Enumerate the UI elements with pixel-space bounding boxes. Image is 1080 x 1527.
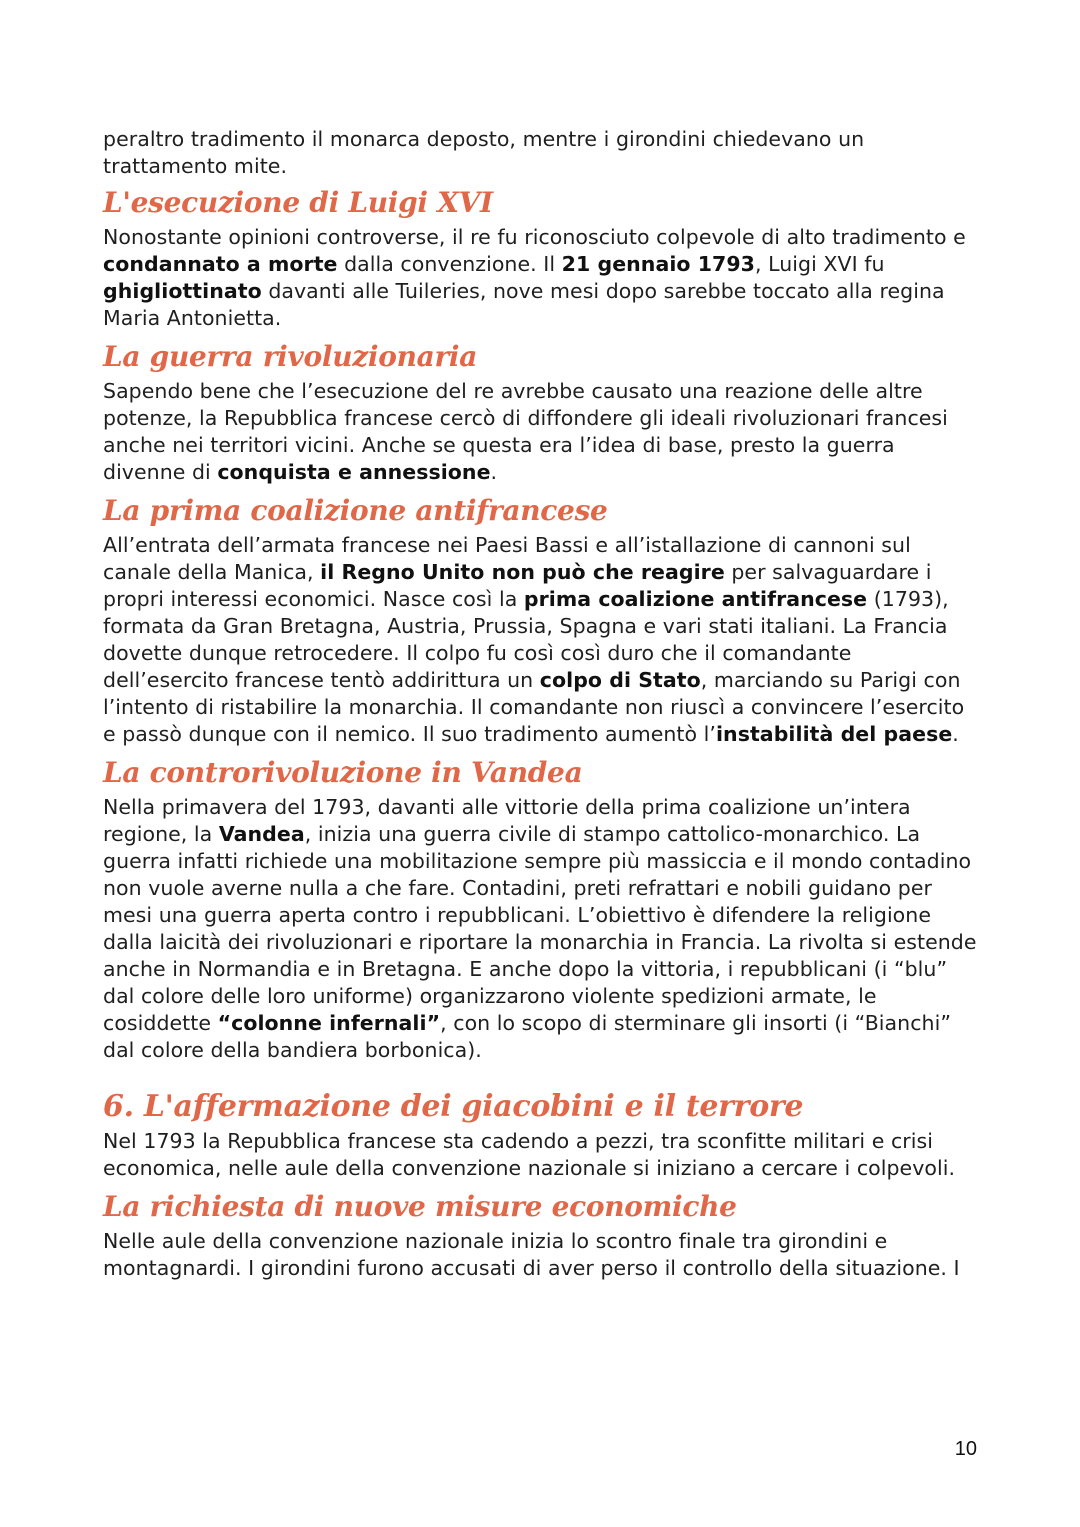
heading-vendee: La controrivoluzione in Vandea bbox=[103, 756, 583, 789]
execution-paragraph: Nonostante opinioni controverse, il re fu riconosciuto colpevole di alto tradimento e condannato a morte dalla convenzione. Il 21 gennaio 1793, Luigi XVI fu ghigliottinato davanti alle Tuileries, nove mesi dopo sarebbe toccato alla regina Maria Antonietta. bbox=[103, 225, 966, 330]
intro-paragraph: peraltro tradimento il monarca deposto, mentre i girondini chiedevano un trattamento mite. bbox=[103, 127, 865, 178]
war-paragraph: Sapendo bene che l’esecuzione del re avrebbe causato una reazione delle altre potenze, la Repubblica francese cercò di diffondere gli ideali rivoluzionari francesi anche nei territori vicini. Anche se questa era l’idea di base, presto la guerra divenne di conquista e annessione. bbox=[103, 379, 948, 484]
heading-jacobins-terror: 6. L'affermazione dei giacobini e il terrore bbox=[103, 1089, 804, 1124]
page-number: 10 bbox=[954, 1438, 977, 1460]
jacobins-paragraph: Nel 1793 la Repubblica francese sta cadendo a pezzi, tra sconfitte militari e crisi economica, nelle aule della convenzione nazionale si iniziano a cercare i colpevoli. bbox=[103, 1129, 956, 1180]
heading-revolutionary-war: La guerra rivoluzionaria bbox=[103, 340, 478, 373]
document-page bbox=[103, 126, 983, 1282]
measures-paragraph: Nelle aule della convenzione nazionale inizia lo scontro finale tra girondini e montagnardi. I girondini furono accusati di aver perso il controllo della situazione. I bbox=[103, 1229, 960, 1280]
vendee-paragraph: Nella primavera del 1793, davanti alle vittorie della prima coalizione un’intera regione, la Vandea, inizia una guerra civile di stampo cattolico-monarchico. La guerra infatti richiede una mobilitazione sempre più massiccia e il mondo contadino non vuole averne nulla a che fare. Contadini, preti refrattari e nobili guidano per mesi una guerra aperta contro i repubblicani. L’obiettivo è difendere la religione dalla laicità dei rivoluzionari e riportare la monarchia in Francia. La rivolta si estende anche in Normandia e in Bretagna. E anche dopo la vittoria, i repubblicani (i “blu” dal colore delle loro uniforme) organizzarono violente spedizioni armate, le cosiddette “colonne infernali”, con lo scopo di sterminare gli insorti (i “Bianchi” dal colore della bandiera borbonica). bbox=[103, 795, 977, 1062]
heading-first-coalition: La prima coalizione antifrancese bbox=[103, 494, 608, 527]
coalition-paragraph: All’entrata dell’armata francese nei Paesi Bassi e all’istallazione di cannoni sul canale della Manica, il Regno Unito non può che reagire per salvaguardare i propri interessi economici. Nasce così la prima coalizione antifrancese (1793), formata da Gran Bretagna, Austria, Prussia, Spagna e vari stati italiani. La Francia dovette dunque retrocedere. Il colpo fu così così duro che il comandante dell’esercito francese tentò addirittura un colpo di Stato, marciando su Parigi con l’intento di ristabilire la monarchia. Il comandante non riuscì a convincere l’esercito e passò dunque con il nemico. Il suo tradimento aumentò l’instabilità del paese. bbox=[103, 533, 965, 746]
heading-execution: L'esecuzione di Luigi XVI bbox=[103, 186, 493, 219]
heading-economic-measures: La richiesta di nuove misure economiche bbox=[103, 1190, 737, 1223]
